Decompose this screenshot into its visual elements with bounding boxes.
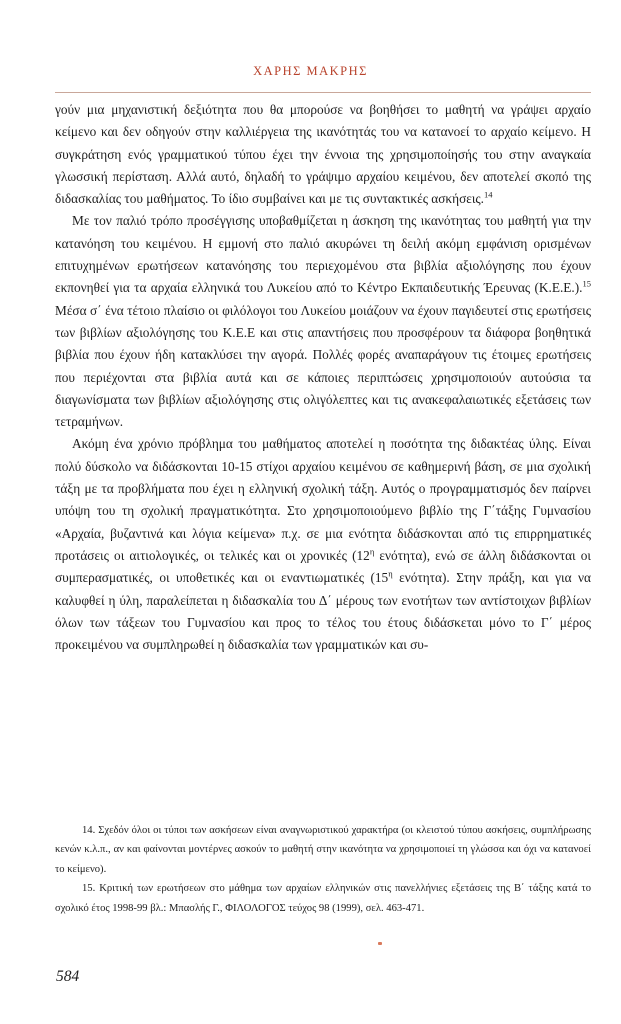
footnote-14: 14. Σχεδόν όλοι οι τύποι των ασκήσεων είναι αναγνωριστικού χαρακτήρα (οι κλειστού τύπου ασκήσεις, συμπλήρωσης κενών κ.λ.π., αν και φαίνονται μοντέρνες ασκούν το μαθητή στην ικανότητα να χρησιμοποιεί τη γλώσσα και όχι να κατανοεί το κείμενο). [55,825,591,875]
paragraph-2 [55,210,591,433]
paragraph-3-text-c: ενότητα). Στην πράξη, και για να καλυφθεί η ύλη, παραλείπεται η διδασκαλία του Δ΄ μέρους των ενοτήτων των αντίστοιχων βιβλίων όλων των τάξεων του Γυμνασίου και προς το τέλος του έτους διδάσκεται μόνο το Γ΄ μέρος προκειμένου να συμπληρωθεί η διδασκαλία των γραμματικών και συ- [55,570,591,653]
paragraph-1 [55,99,591,210]
superscript-eta-2: η [388,568,393,579]
paragraph-3-text-b: ενότητα), ενώ σε άλλη διδάσκονται οι συμπερασματικές, οι υποθετικές και οι εναντιωματικές (15 [55,547,591,586]
paragraph-1-text: γούν μια μηχανιστική δεξιότητα που θα μπορούσε να βοηθήσει το μαθητή να γράψει αρχαίο κείμενο και δεν οδηγούν στην καλλιέργεια της ικανότητάς του να κατανοεί το αρχαίο κείμενο. Η συγκράτηση ενός γραμματικού τύπου έχει την έννοια της χρησιμοποίησής του στην αναγκαία γλωσσική περίσταση. Αλλά αυτό, δηλαδή το γράψιμο αρχαίου κειμένου, δεν αποτελεί σκοπό της διδασκαλίας του μαθήματος. Το ίδιο συμβαίνει και με τις συντακτικές ασκήσεις. [55,102,591,207]
main-text [55,99,591,656]
ink-mark [378,942,382,945]
footnote-ref-15[interactable]: 15 [582,278,591,289]
footnote-ref-14[interactable]: 14 [484,189,493,200]
footnote-15: 15. Κριτική των ερωτήσεων στο μάθημα των αρχαίων ελληνικών στις πανελλήνιες εξετάσεις της Β΄ τάξης κατά το σχολικό έτος 1998-99 βλ.: Μπασλής Γ., ΦΙΛΟΛΟΓΟΣ τεύχος 98 (1999), σελ. 463-471. [55,883,591,914]
running-header: ΧΑΡΗΣ ΜΑΚΡΗΣ [253,64,368,78]
paragraph-3-text-a: Ακόμη ένα χρόνιο πρόβλημα του μαθήματος αποτελεί η ποσότητα της διδακτέας ύλης. Είναι πολύ δύσκολο να διδάσκονται 10-15 στίχοι αρχαίου κειμένου σε καθημερινή βάση, σε μια σχολική τάξη με τα προβλήματα που έχει η ελληνική σχολική τάξη. Αυτός ο προγραμματισμός δεν παίρνει υπόψη του τη σχολική πραγματικότητα. Στο χρησιμοποιούμενο βιβλίο της Γ΄τάξης Γυμνασίου «Αρχαία, βυζαντινά και λόγια κείμενα» π.χ. σε μια ενότητα διδάσκονται από τις επιρρηματικές προτάσεις οι αιτιολογικές, οι τελικές και οι χρονικές (12 [55,436,591,563]
paragraph-3 [55,433,591,656]
page-number: 584 [56,968,80,985]
header-rule [55,92,591,93]
footnotes [55,821,591,918]
superscript-eta-1: η [369,546,375,557]
paragraph-2-text-b: Μέσα σ΄ ένα τέτοιο πλαίσιο οι φιλόλογοι του Λυκείου μοιάζουν να έχουν παγιδευτεί στις ερωτήσεις των βιβλίων αξιολόγησης του Κ.Ε.Ε και στις απαντήσεις που προσφέρουν τα διάφορα βοηθητικά βιβλία που έχουν ήδη κατακλύσει την αγορά. Πολλές φορές αναπαράγουν τις έτοιμες ερωτήσεις που περιέχονται στα βιβλία αυτά και σε κάποιες περιπτώσεις χρησιμοποιούν αυτούσια τα διαγωνίσματα των βιβλίων αξιολόγησης στις ολιγόλεπτες και τις ανακεφαλαιωτικές εξετάσεις των τετραμήνων. [55,302,591,430]
paragraph-2-text-a: Με τον παλιό τρόπο προσέγγισης υποβαθμίζεται η άσκηση της ικανότητας του μαθητή για την κατανόηση του κειμένου. Η εμμονή στο παλιό ακυρώνει τη δειλή ακόμη εμφάνιση ορισμένων επιτυχημένων ερωτήσεων κατανόησης του περιεχομένου στα βιβλία αξιολόγησης που έχουν εκπονηθεί για τα αρχαία ελληνικά του Λυκείου από το Κέντρο Εκπαιδευτικής Έρευνας (Κ.Ε.Ε.). [55,213,591,296]
